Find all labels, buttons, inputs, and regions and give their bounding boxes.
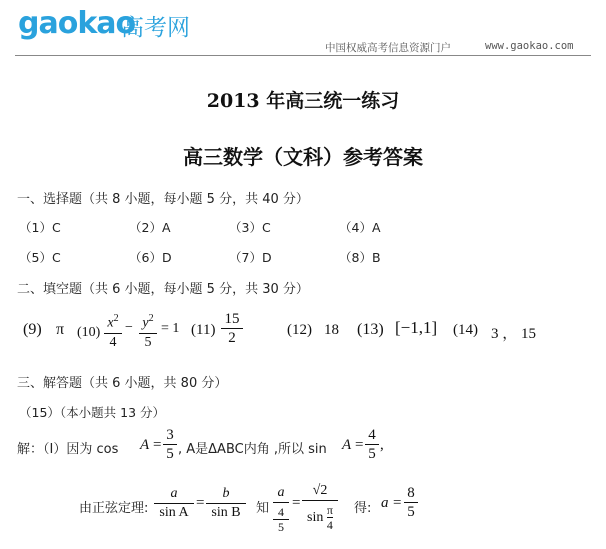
answer-1: （1）C bbox=[19, 220, 61, 235]
q12-label: (12) bbox=[287, 322, 312, 338]
q11-label: (11) bbox=[191, 322, 216, 338]
q10-eq: = 1 bbox=[161, 321, 180, 336]
sl-f1-den: sin A bbox=[154, 503, 194, 522]
q10-x: x bbox=[107, 315, 114, 331]
answer-7: （7）D bbox=[229, 250, 272, 265]
q9-value: π bbox=[56, 321, 65, 338]
doc-subtitle: 高三数学（文科）参考答案 bbox=[183, 145, 423, 169]
q10-minus: − bbox=[125, 320, 133, 335]
sl-f2-den: sin B bbox=[206, 503, 246, 522]
q14-value: 3 ， 15 bbox=[491, 326, 537, 342]
sol-mid: , A是ΔABC内角 ,所以 sin bbox=[178, 442, 327, 457]
q10-frac-y bbox=[139, 310, 157, 352]
frac-cos-den: 5 bbox=[163, 444, 177, 463]
sl-f1-num: a bbox=[170, 486, 178, 501]
section3-heading: 三、解答题（共 6 小题，共 80 分） bbox=[17, 376, 228, 391]
q11-frac bbox=[221, 310, 243, 347]
k-f2-num: √2 bbox=[312, 483, 328, 498]
sl-frac1 bbox=[154, 485, 194, 522]
q11-num: 15 bbox=[224, 311, 240, 327]
q9-label: (9) bbox=[23, 321, 42, 338]
result-eq: = bbox=[393, 495, 402, 511]
frac-sin-den: 5 bbox=[365, 444, 379, 463]
answer-5: （5）C bbox=[19, 250, 61, 265]
k-f2-den-prefix: sin bbox=[307, 509, 324, 525]
q12-value: 18 bbox=[324, 322, 339, 338]
q15-heading: （15）（本小题共 13 分） bbox=[19, 405, 166, 420]
k-frac2 bbox=[302, 482, 338, 532]
result-num: 8 bbox=[407, 485, 415, 501]
know-label: 知 bbox=[256, 501, 270, 516]
section1-heading: 一、选择题（共 8 小题，每小题 5 分，共 40 分） bbox=[17, 192, 309, 207]
k-f2-den-den: 4 bbox=[326, 518, 333, 532]
sine-law-label: 由正弦定理: bbox=[79, 501, 149, 516]
q10-x-exp: 2 bbox=[113, 313, 119, 324]
q14-label: (14) bbox=[453, 322, 478, 338]
sol-end: , bbox=[380, 437, 384, 453]
answer-4: （4）A bbox=[339, 220, 381, 235]
q10-y: y bbox=[142, 315, 149, 331]
k-f1-den-den: 5 bbox=[273, 519, 289, 534]
frac-cos-num: 3 bbox=[166, 427, 174, 443]
q10-frac-x bbox=[104, 310, 122, 352]
sol-A: A bbox=[140, 437, 150, 453]
gaokao-logo[interactable]: gaokao bbox=[18, 6, 136, 41]
result-frac bbox=[404, 484, 418, 521]
sl-f2-num: b bbox=[222, 486, 230, 501]
doc-title: 2013 年高三统一练习 bbox=[206, 90, 400, 112]
k-f1-num: a bbox=[277, 485, 285, 500]
header-divider bbox=[15, 55, 591, 56]
sol-eq2: = bbox=[355, 437, 364, 453]
section2-heading: 二、填空题（共 6 小题，每小题 5 分，共 30 分） bbox=[17, 282, 309, 297]
q13-value: [−1,1] bbox=[395, 318, 438, 337]
answer-6: （6）D bbox=[129, 250, 172, 265]
k-eq: = bbox=[292, 495, 301, 511]
sl-eq: = bbox=[196, 495, 205, 511]
answer-8: （8）B bbox=[339, 250, 381, 265]
frac-sin-num: 4 bbox=[368, 427, 376, 443]
k-frac1 bbox=[273, 484, 289, 534]
sol-eq: = bbox=[153, 437, 162, 453]
answer-3: （3）C bbox=[229, 220, 271, 235]
get-label: 得: bbox=[354, 501, 372, 516]
answer-2: （2）A bbox=[129, 220, 171, 235]
result-a: a bbox=[381, 495, 389, 511]
sol-prefix: 解：（Ⅰ）因为 cos bbox=[17, 442, 119, 457]
frac-sin bbox=[365, 426, 379, 463]
site-slogan: 中国权威高考信息资源门户 bbox=[325, 42, 451, 54]
k-f1-den-num: 4 bbox=[278, 505, 284, 519]
q10-y-exp: 2 bbox=[148, 313, 154, 324]
result-den: 5 bbox=[404, 502, 418, 521]
k-f2-den-num: π bbox=[326, 503, 333, 517]
frac-cos bbox=[163, 426, 177, 463]
q10-den1: 4 bbox=[104, 333, 122, 352]
gaokao-logo-cn[interactable]: 高考网 bbox=[121, 15, 190, 41]
site-url-link[interactable]: www.gaokao.com bbox=[485, 40, 574, 52]
q11-den: 2 bbox=[221, 328, 243, 347]
q10-label: (10) bbox=[77, 325, 101, 340]
q10-den2: 5 bbox=[139, 333, 157, 352]
sl-frac2 bbox=[206, 485, 246, 522]
sol-A2: A bbox=[342, 437, 352, 453]
q13-label: (13) bbox=[357, 321, 384, 338]
